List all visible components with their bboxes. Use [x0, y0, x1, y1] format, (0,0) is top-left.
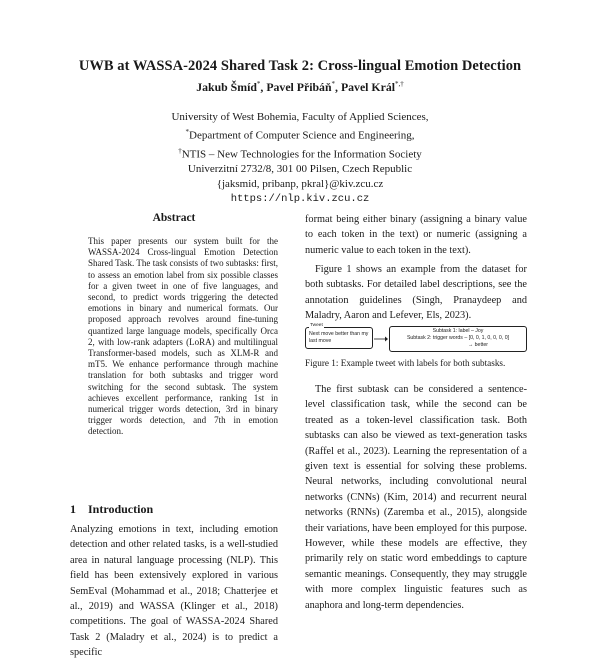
author-name: Pavel Král [340, 80, 395, 94]
affiliation-mark: † [178, 146, 182, 155]
figure-1 [305, 323, 527, 355]
paper-title: UWB at WASSA-2024 Shared Task 2: Cross-lingual Emotion Detection [78, 58, 522, 74]
affiliations [0, 110, 600, 207]
figure-subtask1: Subtask 1: label – Joy [432, 328, 484, 334]
affiliation-dept-text: Department of Computer Science and Engineering, [189, 129, 415, 142]
author-emails: {jaksmid, pribanp, pkral}@kiv.zcu.cz [216, 178, 384, 191]
section-number: 1 [70, 502, 76, 516]
author-mark: * [256, 80, 261, 89]
abstract-heading: Abstract [152, 212, 196, 224]
figure-subtask2: Subtask 2: trigger words – [0, 0, 1, 0, 0, 0, 0] [406, 335, 510, 341]
figure-tweet-box [305, 327, 373, 349]
figure-labels-box [389, 326, 527, 352]
figure-tweet-text: Next move better than my last move [309, 331, 369, 344]
affiliation-university: University of West Bohemia, Faculty of Applied Sciences, [171, 111, 429, 123]
right-paragraph: The first subtask can be considered a sentence-level classification task, while the second can be treated as a token-level classification task. Both subtasks can also be viewed as text-generation tasks (Raffel et al., 2023). Learning the representation of a given text is essential for solving these problems. Neural networks, including convolutional neural networks (CNNs) (Kim, 2014) and recurrent neural networks (RNNs) (Zaremba et al., 2015), alongside their variations, have been employed for this purpose. However, while these models are effective, they primarily rely on static word embeddings to capture semantic meanings. Consequently, they may struggle with more complex linguistic features such as anaphora and long-term dependencies. [305, 384, 527, 611]
author-name: Jakub Šmíd [196, 80, 257, 94]
introduction-text: Analyzing emotions in text, including emotion detection and other related tasks, is a well-studied area in natural language processing (NLP). This field has been extensively explored in various SemEval (Mohammad et al., 2018; Chatterjee et al., 2019) and WASSA (Klinger et al., 2018) competitions. The goal of WASSA-2024 Shared Task 2 (Maladry et al., 2024) is to predict a specific [70, 524, 278, 659]
abstract-body: This paper presents our system built for the WASSA-2024 Cross-lingual Emotion Detection Shared Task. The task consists of two subtasks: first, to assess an emotion label from six possible classes for a given tweet in one of five languages, and second, to predict words triggering the detected emotions in binary and numerical formats. Our proposed approach revolves around fine-tuning quantized large language models, specifically Orca 2, with low-rank adapters (LoRA) and multilingual Transformer-based models, such as XLM-R and mT5. We enhance performance through machine translation for both subtasks and trigger word switching for the second subtask. The system achieves excellent performance, ranking 1st in numerical trigger words detection, 3rd in binary trigger words detection, and 7th in emotion detection. [88, 236, 278, 437]
affiliation-address: Univerzitní 2732/8, 301 00 Pilsen, Czech Republic [187, 163, 413, 176]
affiliation-ntis [0, 144, 600, 163]
section-heading [70, 502, 278, 517]
author-mark: * [331, 80, 336, 89]
figure-subtask2-note: → better [468, 342, 488, 348]
section-title: Introduction [88, 502, 154, 516]
affiliation-department [0, 125, 600, 144]
figure-tweet-label: Tweet [310, 323, 323, 328]
figure-arrow [374, 334, 388, 344]
author-mark: *,† [395, 80, 404, 89]
author-list: Jakub Šmíd*, Pavel Přibáň*, Pavel Král*,† [196, 80, 404, 94]
figure-caption: Figure 1: Example tweet with labels for both subtasks. [305, 358, 506, 368]
affiliation-mark: * [185, 128, 190, 136]
right-paragraph: format being either binary (assigning a binary value to each token in the text) or numeric (assigning a numeric value to each token in the text). [305, 214, 527, 256]
affiliation-ntis-text: NTIS – New Technologies for the Information Society [181, 148, 422, 161]
author-name: Pavel Přibáň [266, 80, 332, 94]
right-paragraph: Figure 1 shows an example from the dataset for both subtasks. For detailed label descriptions, see the annotation guidelines (Singh, Pranaydeep and Maladry, Aaron and Lefever, Els, 2023). [305, 264, 527, 322]
lab-url[interactable]: https://nlp.kiv.zcu.cz [230, 193, 370, 206]
